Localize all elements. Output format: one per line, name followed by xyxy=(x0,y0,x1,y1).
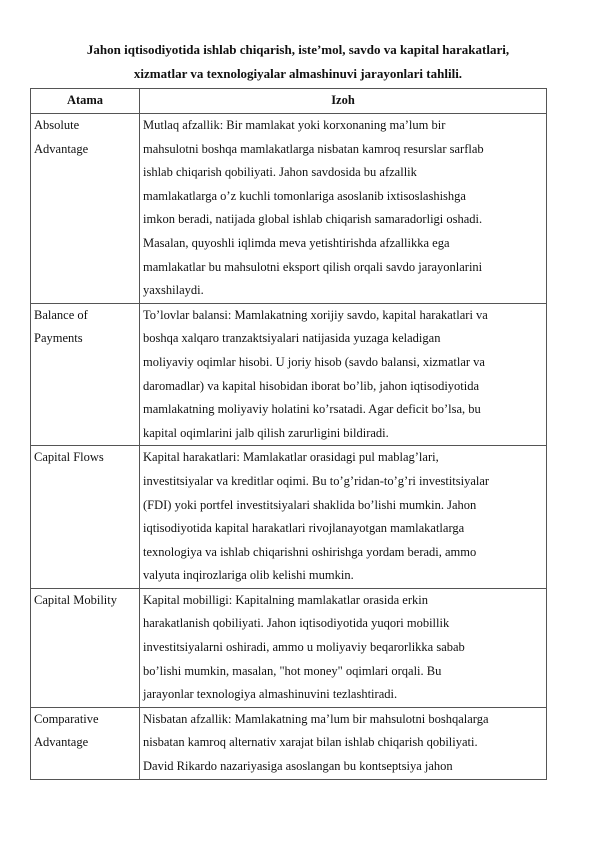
definition-text: Masalan, quyoshli iqlimda meva yetishtirishda afzallikka ega xyxy=(143,235,450,250)
definition-text: Kapital mobilligi: Kapitalning mamlakatlar orasida erkin xyxy=(143,592,428,607)
definition-text: kapital oqimlarini jalb qilish zarurligini bildiradi. xyxy=(143,425,389,440)
definition-text: David Rikardo nazariyasiga asoslangan bu kontseptsiya jahon xyxy=(143,759,453,774)
column-header-term: Atama xyxy=(31,89,140,114)
definition-text: texnologiya va ishlab chiqarishni oshirishga yordam beradi, ammo xyxy=(143,544,477,559)
table-row xyxy=(31,588,547,707)
title-line-1: Jahon iqtisodiyotida ishlab chiqarish, iste’mol, savdo va kapital harakatlari, xyxy=(86,42,510,57)
term-cell xyxy=(31,446,140,589)
definition-text: investitsiyalar va kreditlar oqimi. Bu to’g’ridan-to’g’ri investitsiyalar xyxy=(143,473,490,488)
term-cell xyxy=(31,588,140,707)
definition-cell xyxy=(140,446,547,589)
column-header-definition: Izoh xyxy=(140,89,547,114)
term-text: Payments xyxy=(34,331,83,346)
table-header-row xyxy=(31,89,547,114)
table-row xyxy=(31,303,547,446)
definition-text: imkon beradi, natijada global ishlab chiqarish samaradorligi oshadi. xyxy=(143,212,483,227)
term-text: Comparative xyxy=(34,711,99,726)
term-cell xyxy=(31,707,140,779)
definition-text: yaxshilaydi. xyxy=(143,283,204,298)
definition-text: mamlakatlar bu mahsulotni eksport qilish orqali savdo jarayonlarini xyxy=(143,259,483,274)
term-text: Advantage xyxy=(34,141,89,156)
definition-cell xyxy=(140,588,547,707)
term-cell xyxy=(31,114,140,304)
title-line-2: xizmatlar va texnologiyalar almashinuvi jarayonlari tahlili. xyxy=(133,66,463,81)
definition-text: mahsulotni boshqa mamlakatlarga nisbatan kamroq resurslar sarflab xyxy=(143,141,484,156)
definition-text: (FDI) yoki portfel investitsiyalari shaklida bo’lishi mumkin. Jahon xyxy=(143,497,477,512)
definition-cell xyxy=(140,303,547,446)
definition-text: daromadlar) va kapital hisobidan iborat bo’lib, jahon iqtisodiyotida xyxy=(143,378,480,393)
definition-text: iqtisodiyotida kapital harakatlari rivojlanayotgan mamlakatlarga xyxy=(143,521,465,536)
term-text: Capital Mobility xyxy=(34,592,117,607)
definition-text: Mutlaq afzallik: Bir mamlakat yoki korxonaning ma’lum bir xyxy=(143,118,446,132)
definition-text: boshqa xalqaro tranzaktsiyalari natijasida yuzaga keladigan xyxy=(143,331,441,346)
definition-cell xyxy=(140,114,547,304)
term-text: Advantage xyxy=(34,735,89,750)
definition-text: To’lovlar balansi: Mamlakatning xorijiy savdo, kapital harakatlari va xyxy=(143,307,488,322)
definition-text: ishlab chiqarish qobiliyati. Jahon savdosida bu afzallik xyxy=(143,165,417,180)
document-title xyxy=(30,38,566,86)
definition-text: Kapital harakatlari: Mamlakatlar orasidagi pul mablag’lari, xyxy=(143,450,439,465)
definition-text: jarayonlar texnologiya almashinuvini tezlashtiradi. xyxy=(143,687,398,702)
table-row xyxy=(31,446,547,589)
definition-text: moliyaviy oqimlar hisobi. U joriy hisob (savdo balansi, xizmatlar va xyxy=(143,354,485,369)
term-text: Absolute xyxy=(34,118,80,132)
definition-text: mamlakatning moliyaviy holatini ko’rsatadi. Agar deficit bo’lsa, bu xyxy=(143,402,481,417)
definition-text: mamlakatlarga o’z kuchli tomonlariga asoslanib ixtisoslashishga xyxy=(143,188,466,203)
definition-text: nisbatan kamroq alternativ xarajat bilan ishlab chiqarish qobiliyati. xyxy=(143,735,478,750)
definition-text: Nisbatan afzallik: Mamlakatning ma’lum bir mahsulotni boshqalarga xyxy=(143,711,489,726)
definition-text: investitsiyalarni oshiradi, ammo u moliyaviy beqarorlikka sabab xyxy=(143,640,465,655)
table-row xyxy=(31,114,547,304)
definition-text: bo’lishi mumkin, masalan, "hot money" oqimlari orqali. Bu xyxy=(143,663,442,678)
definition-text: harakatlanish qobiliyati. Jahon iqtisodiyotida yuqori mobillik xyxy=(143,616,450,631)
term-cell xyxy=(31,303,140,446)
term-text: Capital Flows xyxy=(34,450,104,465)
definition-text: valyuta inqirozlariga olib kelishi mumkin. xyxy=(143,568,354,583)
table-row xyxy=(31,707,547,779)
glossary-table xyxy=(30,88,547,780)
term-text: Balance of xyxy=(34,307,88,322)
definition-cell xyxy=(140,707,547,779)
